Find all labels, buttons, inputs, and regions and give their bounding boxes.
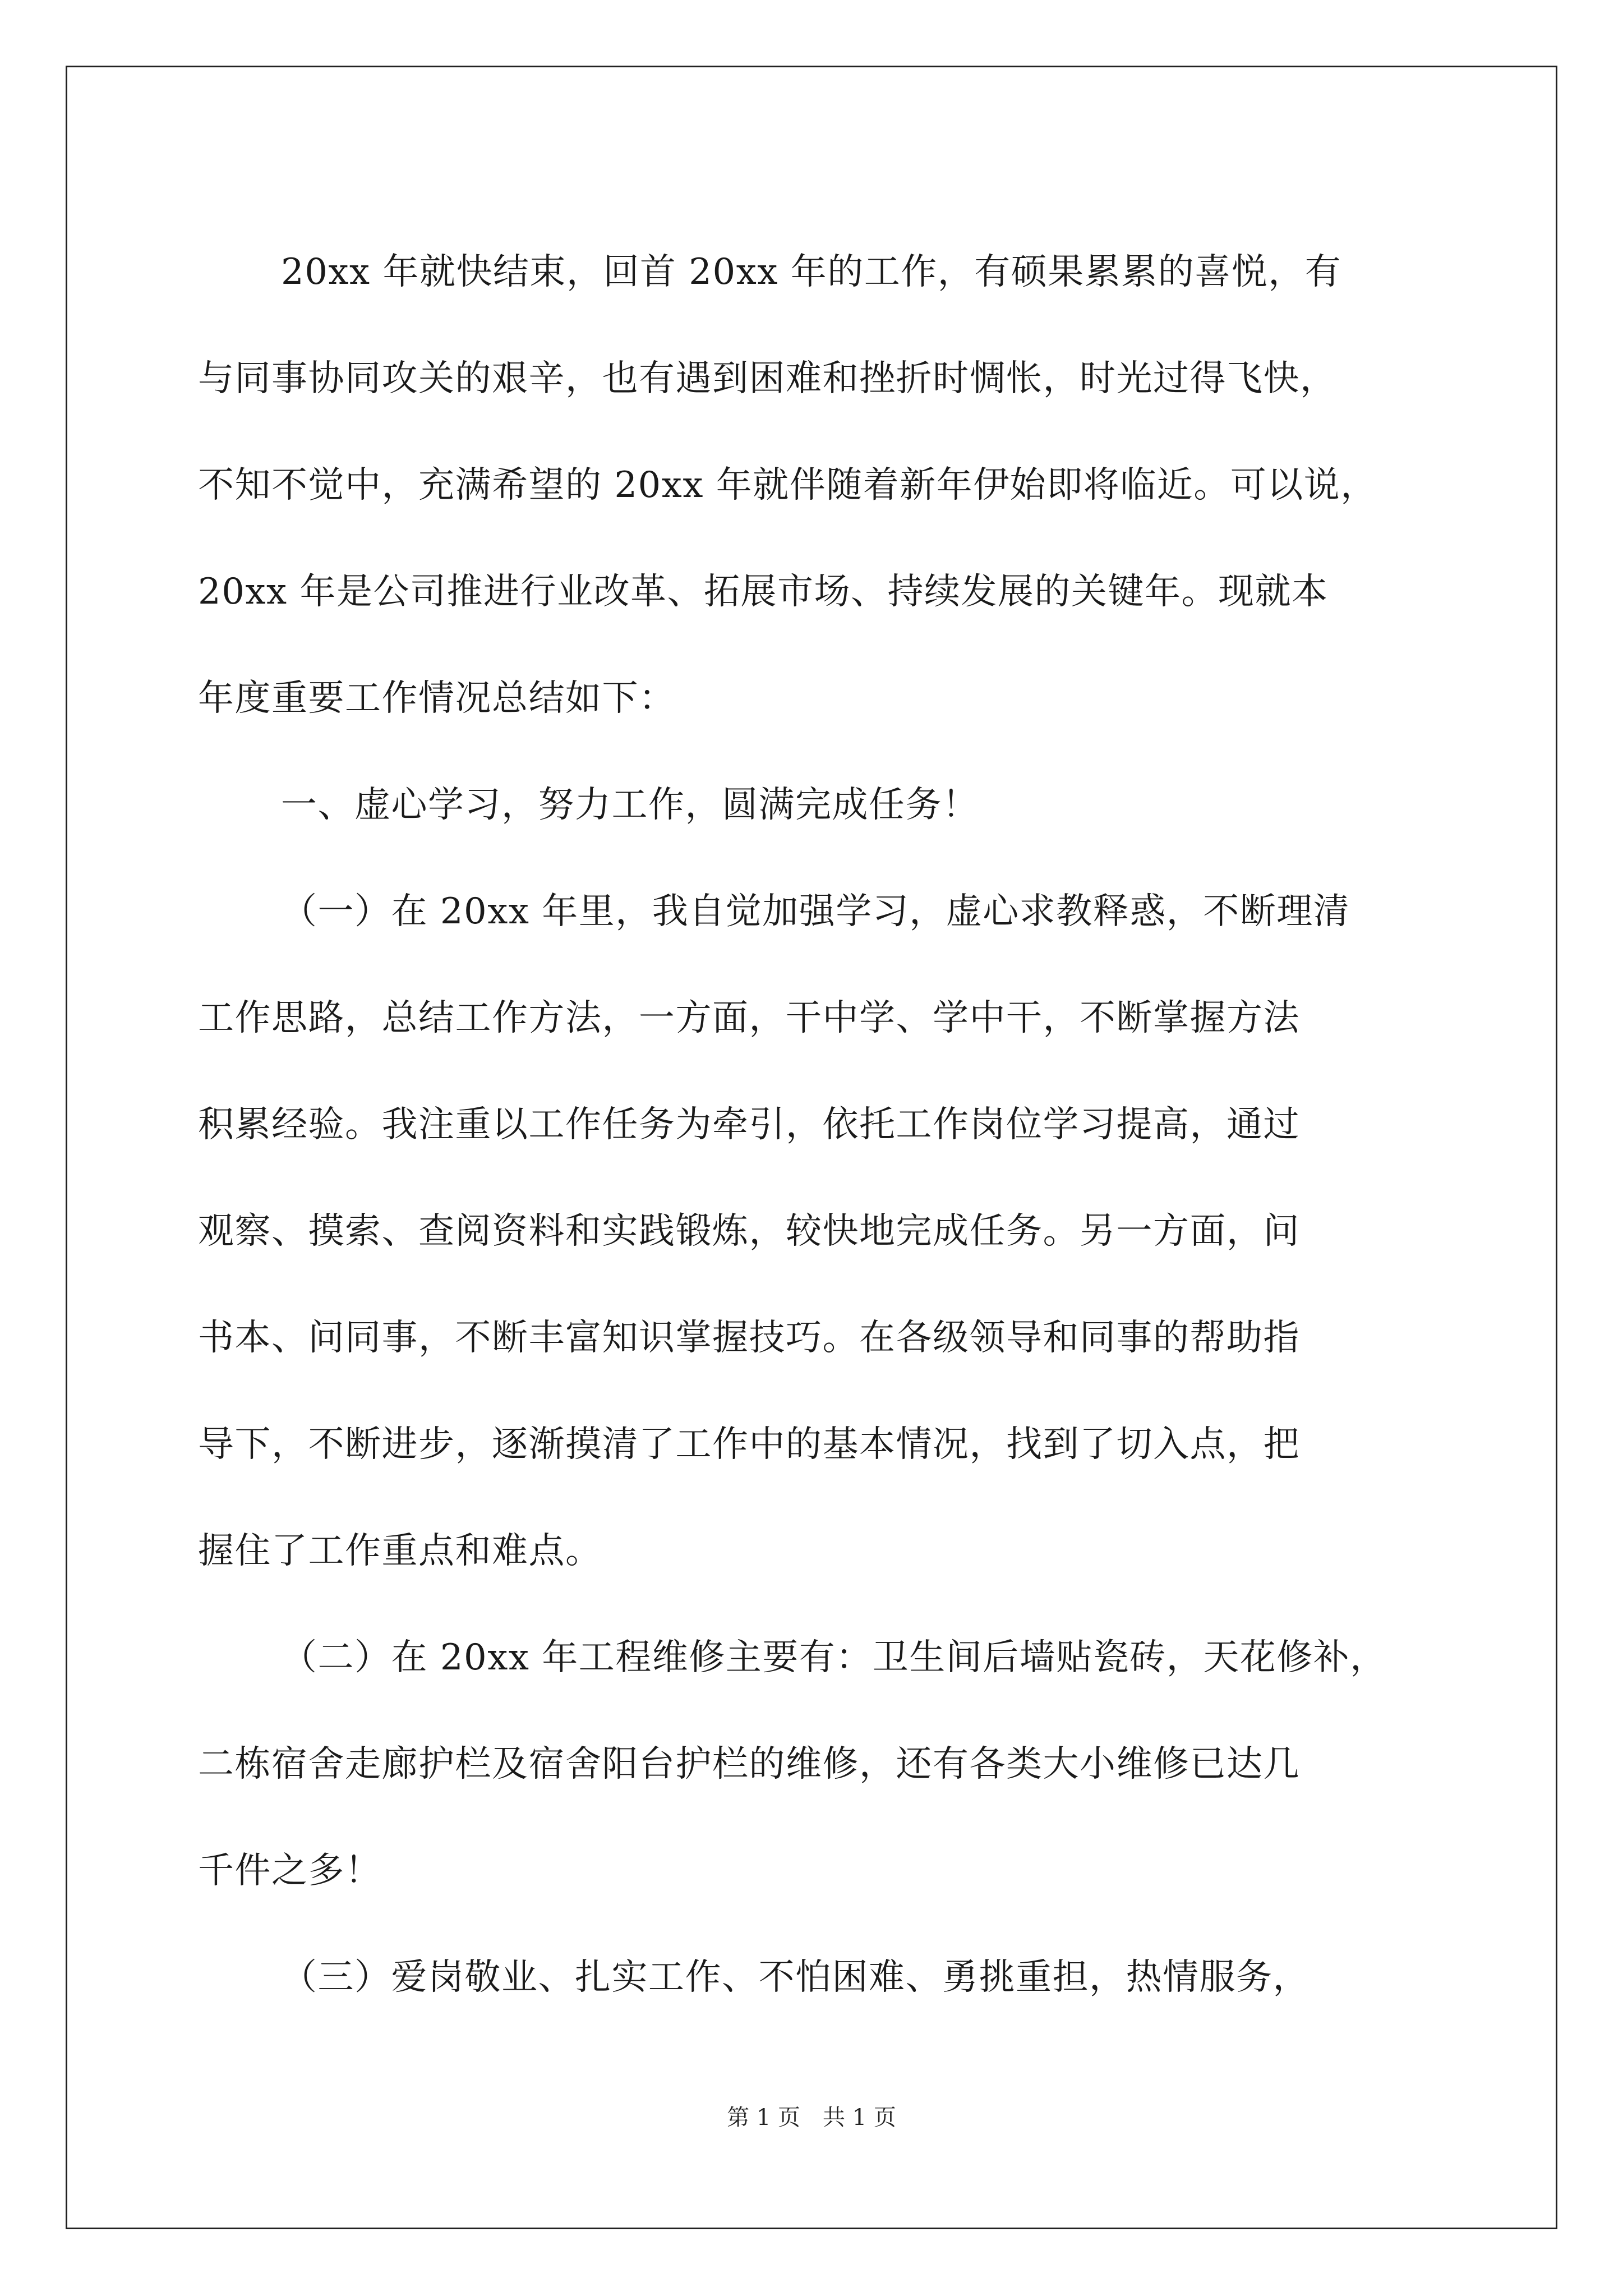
paragraph-line: 观察、摸索、查阅资料和实践锻炼，较快地完成任务。另一方面，问 [198, 1211, 1300, 1252]
paragraph-line: （二）在 20xx 年工程维修主要有：卫生间后墙贴瓷砖，天花修补， [281, 1637, 1387, 1678]
paragraph-line: 书本、问同事，不断丰富知识掌握技巧。在各级领导和同事的帮助指 [198, 1317, 1300, 1359]
paragraph-line: 工作思路，总结工作方法，一方面，干中学、学中干，不断掌握方法 [198, 997, 1300, 1039]
paragraph-line: 20xx 年就快结束，回首 20xx 年的工作，有硕果累累的喜悦，有 [281, 251, 1342, 293]
paragraph-line: 导下，不断进步，逐渐摸清了工作中的基本情况，找到了切入点，把 [198, 1424, 1300, 1465]
paragraph-line: 与同事协同攻关的艰辛，也有遇到困难和挫折时惆怅，时光过得飞快， [198, 358, 1337, 399]
paragraph-line: 积累经验。我注重以工作任务为牵引，依托工作岗位学习提高，通过 [198, 1104, 1300, 1145]
page-number-footer: 第 1 页 共 1 页 [727, 2105, 896, 2131]
paragraph-line: 握住了工作重点和难点。 [198, 1530, 602, 1572]
section-heading: 一、虚心学习，努力工作，圆满完成任务！ [281, 784, 979, 826]
paragraph-line: （三）爱岗敬业、扎实工作、不怕困难、勇挑重担，热情服务， [281, 1957, 1310, 1998]
paragraph-line: 年度重要工作情况总结如下： [198, 678, 676, 719]
paragraph-line: 不知不觉中，充满希望的 20xx 年就伴随着新年伊始即将临近。可以说， [198, 464, 1377, 506]
paragraph-line: （一）在 20xx 年里，我自觉加强学习，虚心求教释惑，不断理清 [281, 891, 1350, 932]
paragraph-line: 20xx 年是公司推进行业改革、拓展市场、持续发展的关键年。现就本 [198, 571, 1329, 613]
paragraph-line: 千件之多！ [198, 1850, 382, 1892]
paragraph-line: 二栋宿舍走廊护栏及宿舍阳台护栏的维修，还有各类大小维修已达几 [198, 1743, 1300, 1785]
